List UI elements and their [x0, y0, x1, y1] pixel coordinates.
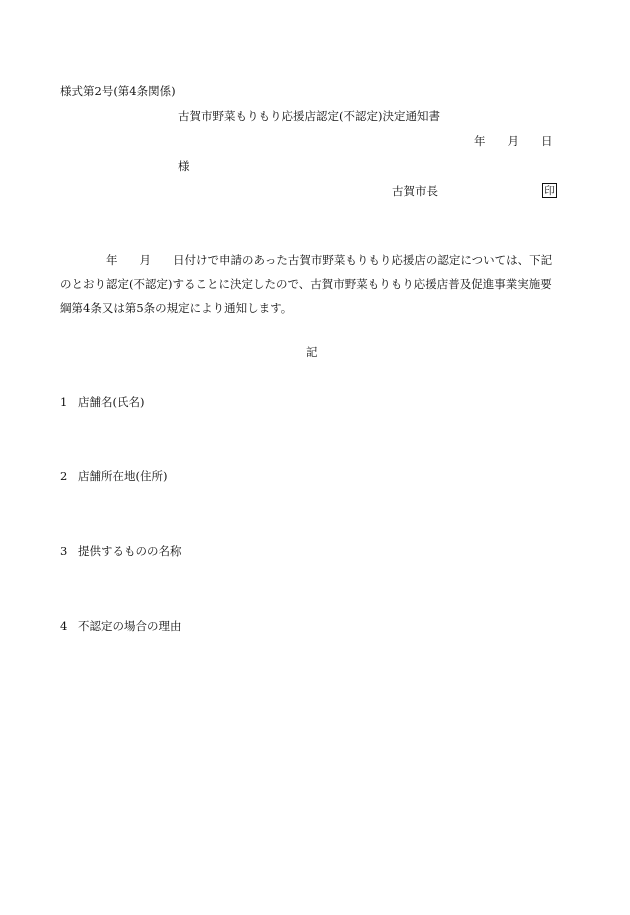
date-day: 日 [541, 134, 553, 148]
form-number: 様式第2号(第4条関係) [60, 84, 176, 98]
notice-body [60, 248, 570, 320]
seal-mark: 印 [542, 183, 557, 198]
list-item [60, 546, 182, 558]
body-line-2: のとおり認定(不認定)することに決定したので、古賀市野菜もりもり応援店普及促進事業実施要 [60, 277, 552, 291]
list-item [60, 397, 144, 409]
item-label: 不認定の場合の理由 [78, 619, 182, 633]
body-line-1-text: 日付けで申請のあった古賀市野菜もりもり応援店の認定については、下記 [173, 253, 553, 267]
item-label: 店舗名(氏名) [78, 395, 145, 409]
date-month: 月 [507, 134, 519, 148]
issuer-name: 古賀市長 [392, 184, 438, 198]
body-line-1 [60, 248, 570, 272]
body-month: 月 [139, 253, 151, 267]
list-item [60, 471, 167, 483]
addressee-suffix: 様 [178, 159, 190, 173]
document-title: 古賀市野菜もりもり応援店認定(不認定)決定通知書 [178, 109, 440, 123]
ki-heading: 記 [306, 345, 318, 359]
item-number: 4 [60, 619, 68, 633]
item-number: 1 [60, 395, 68, 409]
item-number: 3 [60, 544, 68, 558]
date-line [474, 136, 553, 148]
item-label: 店舗所在地(住所) [78, 469, 168, 483]
body-year: 年 [106, 253, 118, 267]
item-number: 2 [60, 469, 68, 483]
list-item [60, 621, 182, 633]
body-line-3: 綱第4条又は第5条の規定により通知します。 [60, 301, 293, 315]
item-label: 提供するものの名称 [78, 544, 182, 558]
date-year: 年 [474, 134, 486, 148]
